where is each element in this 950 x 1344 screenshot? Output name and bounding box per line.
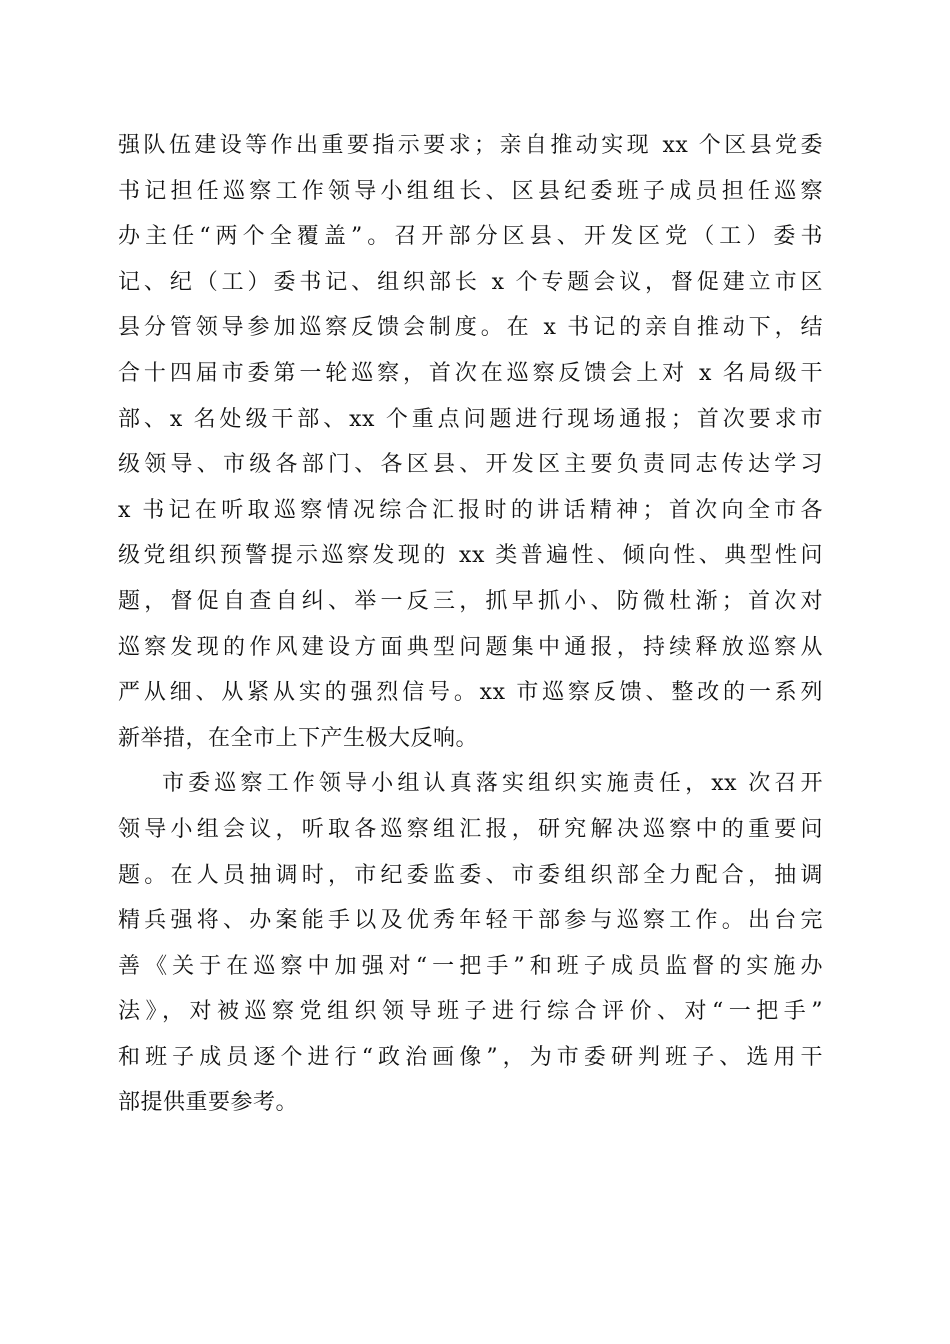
paragraph-2 [118,761,823,1126]
text-line: 级领导、市级各部门、各区县、开发区主要负责同志传达学习 [118,452,823,478]
text-line: 县分管领导参加巡察反馈会制度。在 x 书记的亲自推动下，结 [118,315,823,341]
text-line: 办主任“两个全覆盖”。召开部分区县、开发区党（工）委书 [118,224,823,250]
document-page [118,123,823,1126]
text-line: 书记担任巡察工作领导小组组长、区县纪委班子成员担任巡察 [118,178,823,204]
text-line: 巡察发现的作风建设方面典型问题集中通报，持续释放巡察从 [118,634,823,660]
text-line: 领导小组会议，听取各巡察组汇报，研究解决巡察中的重要问 [118,816,823,842]
text-line: 部、x 名处级干部、xx 个重点问题进行现场通报；首次要求市 [118,406,823,432]
text-line: 和班子成员逐个进行“政治画像”，为市委研判班子、选用干 [118,1044,823,1070]
text-line: 精兵强将、办案能手以及优秀年轻干部参与巡察工作。出台完 [118,908,823,934]
paragraph-1 [118,123,823,761]
text-line: 强队伍建设等作出重要指示要求；亲自推动实现 xx 个区县党委 [118,133,823,158]
text-line: 法》，对被巡察党组织领导班子进行综合评价、对“一把手” [118,999,823,1025]
text-line: 题，督促自查自纠、举一反三，抓早抓小、防微杜渐；首次对 [118,588,823,614]
text-line: 合十四届市委第一轮巡察，首次在巡察反馈会上对 x 名局级干 [118,360,823,386]
text-line: 级党组织预警提示巡察发现的 xx 类普遍性、倾向性、典型性问 [118,543,823,569]
text-line: 记、纪（工）委书记、组织部长 x 个专题会议，督促建立市区 [118,269,823,295]
text-line: 善《关于在巡察中加强对“一把手”和班子成员监督的实施办 [118,953,823,979]
text-line: 部提供重要参考。 [118,1090,299,1116]
text-line: 市委巡察工作领导小组认真落实组织实施责任，xx 次召开 [162,771,823,797]
text-line: 题。在人员抽调时，市纪委监委、市委组织部全力配合，抽调 [118,862,823,888]
text-line: 新举措，在全市上下产生极大反响。 [118,725,479,751]
text-line: x 书记在听取巡察情况综合汇报时的讲话精神；首次向全市各 [118,497,823,523]
text-line: 严从细、从紧从实的强烈信号。xx 市巡察反馈、整改的一系列 [118,680,823,706]
